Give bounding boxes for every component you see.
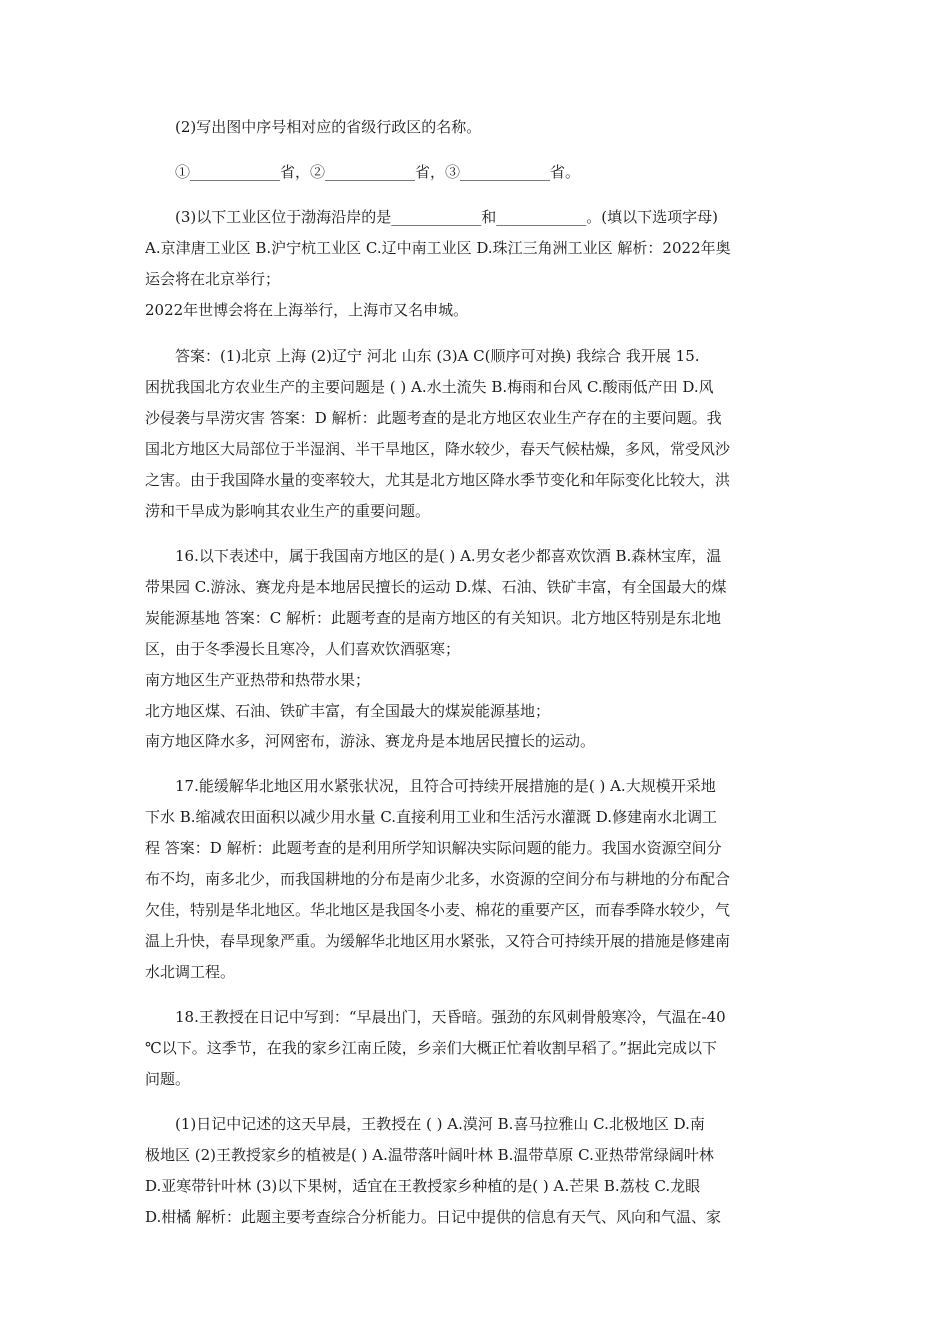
q16-line: 炭能源基地 答案：C 解析：此题考查的是南方地区的有关知识。北方地区特别是东北地 xyxy=(145,609,722,627)
q17-line: 温上升快，春旱现象严重。为缓解华北地区用水紧张，又符合可持续开展的措施是修建南 xyxy=(145,932,731,950)
q15-line: 困扰我国北方农业生产的主要问题是 ( ) A.水土流失 B.梅雨和台风 C.酸雨低产田 D.风 xyxy=(145,378,714,396)
answer-line: 答案：(1)北京 上海 (2)辽宁 河北 山东 (3)A C(顺序可对换) 我综合 我开展 15. xyxy=(175,347,700,365)
q17-line: 欠佳，特别是华北地区。华北地区是我国冬小麦、棉花的重要产区，而春季降水较少，气 xyxy=(145,901,731,919)
q16-line: 南方地区降水多，河网密布，游泳、赛龙舟是本地居民擅长的运动。 xyxy=(145,732,596,750)
q16-line: 16.以下表述中，属于我国南方地区的是( ) A.男女老少都喜欢饮酒 B.森林宝库，温 xyxy=(175,547,722,565)
q18-sub-line: (1)日记中记述的这天早晨，王教授在 ( ) A.漠河 B.喜马拉雅山 C.北极地区 D.南 xyxy=(175,1115,705,1133)
q3-prompt: (3)以下工业区位于渤海沿岸的是____________和____________。(填以下选项字母) xyxy=(175,208,718,226)
q15-line: 之害。由于我国降水量的变率较大，尤其是北方地区降水季节变化和年际变化比较大，洪 xyxy=(145,471,731,489)
q17-line: 布不均，南多北少，而我国耕地的分布是南少北多，水资源的空间分布与耕地的分布配合 xyxy=(145,870,731,888)
q15-line: 涝和干旱成为影响其农业生产的重要问题。 xyxy=(145,502,431,520)
q18-sub-line: 极地区 (2)王教授家乡的植被是( ) A.温带落叶阔叶林 B.温带草原 C.亚热带常绿阔叶林 xyxy=(145,1146,714,1164)
q15-line: 沙侵袭与旱涝灾害 答案：D 解析：此题考查的是北方地区农业生产存在的主要问题。我 xyxy=(145,409,722,427)
analysis-line: 运会将在北京举行； xyxy=(145,270,281,288)
q18-line: 问题。 xyxy=(145,1070,191,1088)
q2-blanks: ①____________省，②____________省，③____________省。 xyxy=(175,163,581,181)
analysis-line: 2022年世博会将在上海举行，上海市又名申城。 xyxy=(145,301,469,319)
q17-line: 下水 B.缩减农田面积以减少用水量 C.直接利用工业和生活污水灌溉 D.修建南水北调工 xyxy=(145,808,718,826)
q3-options: A.京津唐工业区 B.沪宁杭工业区 C.辽中南工业区 D.珠江三角洲工业区 解析：2022年奥 xyxy=(145,239,731,257)
q16-line: 南方地区生产亚热带和热带水果； xyxy=(145,671,371,689)
q18-line: ℃以下。这季节，在我的家乡江南丘陵，乡亲们大概正忙着收割早稻了。”据此完成以下 xyxy=(145,1039,717,1057)
q18-line: 18.王教授在日记中写到：“早晨出门，天昏暗。强劲的东风刺骨般寒冷，气温在-40 xyxy=(175,1008,726,1026)
q17-line: 水北调工程。 xyxy=(145,963,236,981)
q16-line: 北方地区煤、石油、铁矿丰富，有全国最大的煤炭能源基地； xyxy=(145,702,551,720)
q17-line: 17.能缓解华北地区用水紧张状况，且符合可持续开展措施的是( ) A.大规模开采地 xyxy=(175,777,716,795)
q15-line: 国北方地区大局部位于半湿润、半干旱地区，降水较少，春天气候枯燥，多风，常受风沙 xyxy=(145,440,731,458)
q16-line: 带果园 C.游泳、赛龙舟是本地居民擅长的运动 D.煤、石油、铁矿丰富，有全国最大的煤 xyxy=(145,578,727,596)
q18-sub-line: D.亚寒带针叶林 (3)以下果树，适宜在王教授家乡种植的是( ) A.芒果 B.荔枝 C.龙眼 xyxy=(145,1177,701,1195)
q2-prompt: (2)写出图中序号相对应的省级行政区的名称。 xyxy=(175,118,482,136)
q16-line: 区，由于冬季漫长且寒冷，人们喜欢饮酒驱寒； xyxy=(145,640,461,658)
q18-sub-line: D.柑橘 解析：此题主要考查综合分析能力。日记中提供的信息有天气、风向和气温、家 xyxy=(145,1208,722,1226)
q17-line: 程 答案：D 解析：此题考查的是利用所学知识解决实际问题的能力。我国水资源空间分 xyxy=(145,839,722,857)
